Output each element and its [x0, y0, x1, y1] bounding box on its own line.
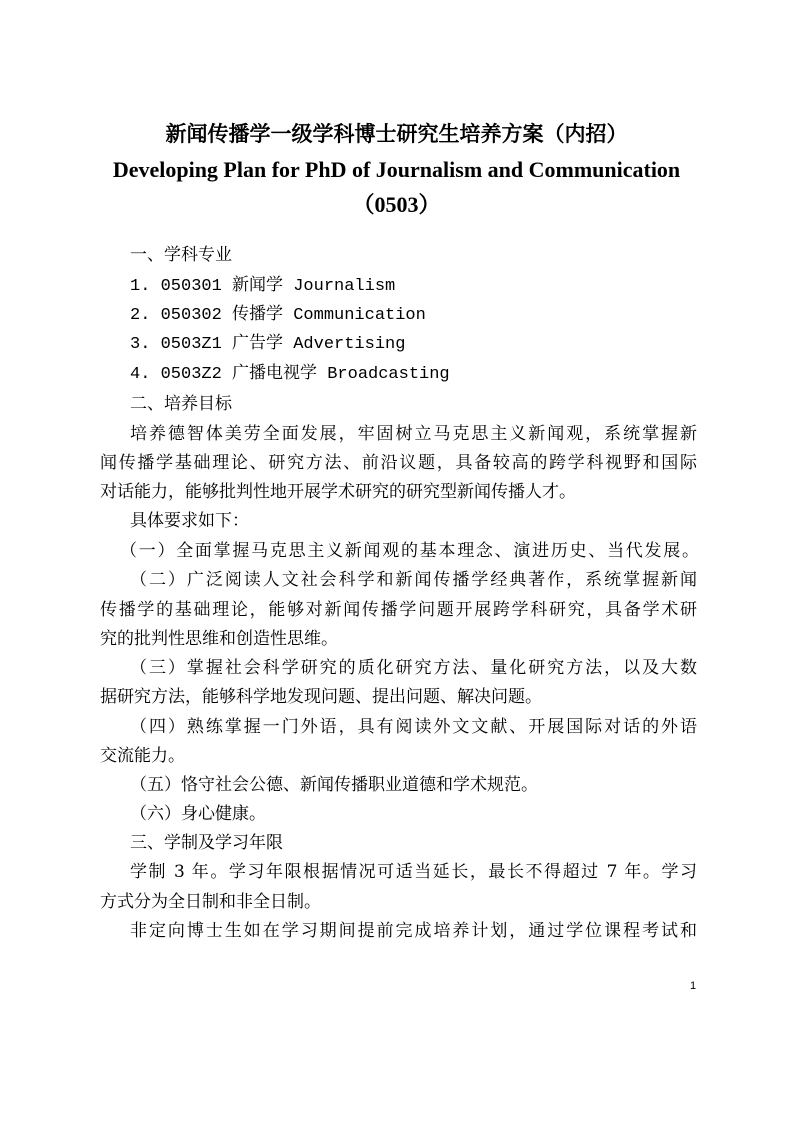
requirement-line: 究的批判性思维和创造性思维。: [100, 629, 338, 649]
requirement-line: （二）广泛阅读人文社会科学和新闻传播学经典著作，系统掌握新闻: [130, 570, 697, 590]
major-item: 3. 0503Z1 广告学 Advertising: [130, 335, 406, 354]
requirement-line: 交流能力。: [100, 746, 185, 766]
section-heading-majors: 一、学科专业: [130, 245, 232, 265]
major-item: 4. 0503Z2 广播电视学 Broadcasting: [130, 365, 450, 384]
paragraph-line: 方式分为全日制和非全日制。: [100, 892, 321, 912]
major-item: 2. 050302 传播学 Communication: [130, 306, 426, 325]
document-title-cn: 新闻传播学一级学科博士研究生培养方案（内招）: [165, 121, 628, 146]
requirement-line: 据研究方法，能够科学地发现问题、提出问题、解决问题。: [100, 687, 542, 707]
requirement-line: （三）掌握社会科学研究的质化研究方法、量化研究方法，以及大数: [130, 658, 697, 678]
major-item: 1. 050301 新闻学 Journalism: [130, 277, 396, 296]
requirement-line: （六）身心健康。: [130, 804, 266, 824]
requirement-line: （五）恪守社会公德、新闻传播职业道德和学术规范。: [130, 775, 538, 795]
page-number: 1: [690, 980, 697, 992]
requirement-line: （一）全面掌握马克思主义新闻观的基本理念、演进历史、当代发展。: [120, 541, 699, 561]
requirements-intro: 具体要求如下：: [130, 511, 249, 531]
paragraph-line: 非定向博士生如在学习期间提前完成培养计划，通过学位课程考试和: [130, 921, 697, 941]
document-title-code: （0503）: [352, 192, 441, 217]
document-title-en: Developing Plan for PhD of Journalism and Communication: [112, 157, 681, 182]
paragraph-line: 闻传播学基础理论、研究方法、前沿议题，具备较高的跨学科视野和国际: [100, 453, 697, 473]
paragraph-line: 对话能力，能够批判性地开展学术研究的研究型新闻传播人才。: [100, 482, 576, 502]
paragraph-line: 学制 3 年。学习年限根据情况可适当延长，最长不得超过 7 年。学习: [130, 862, 697, 882]
requirement-line: （四）熟练掌握一门外语，具有阅读外文文献、开展国际对话的外语: [130, 717, 697, 737]
requirement-line: 传播学的基础理论，能够对新闻传播学问题开展跨学科研究，具备学术研: [100, 600, 697, 620]
section-heading-goals: 二、培养目标: [130, 394, 232, 414]
section-heading-duration: 三、学制及学习年限: [130, 833, 283, 853]
paragraph-line: 培养德智体美劳全面发展，牢固树立马克思主义新闻观，系统掌握新: [130, 424, 697, 444]
